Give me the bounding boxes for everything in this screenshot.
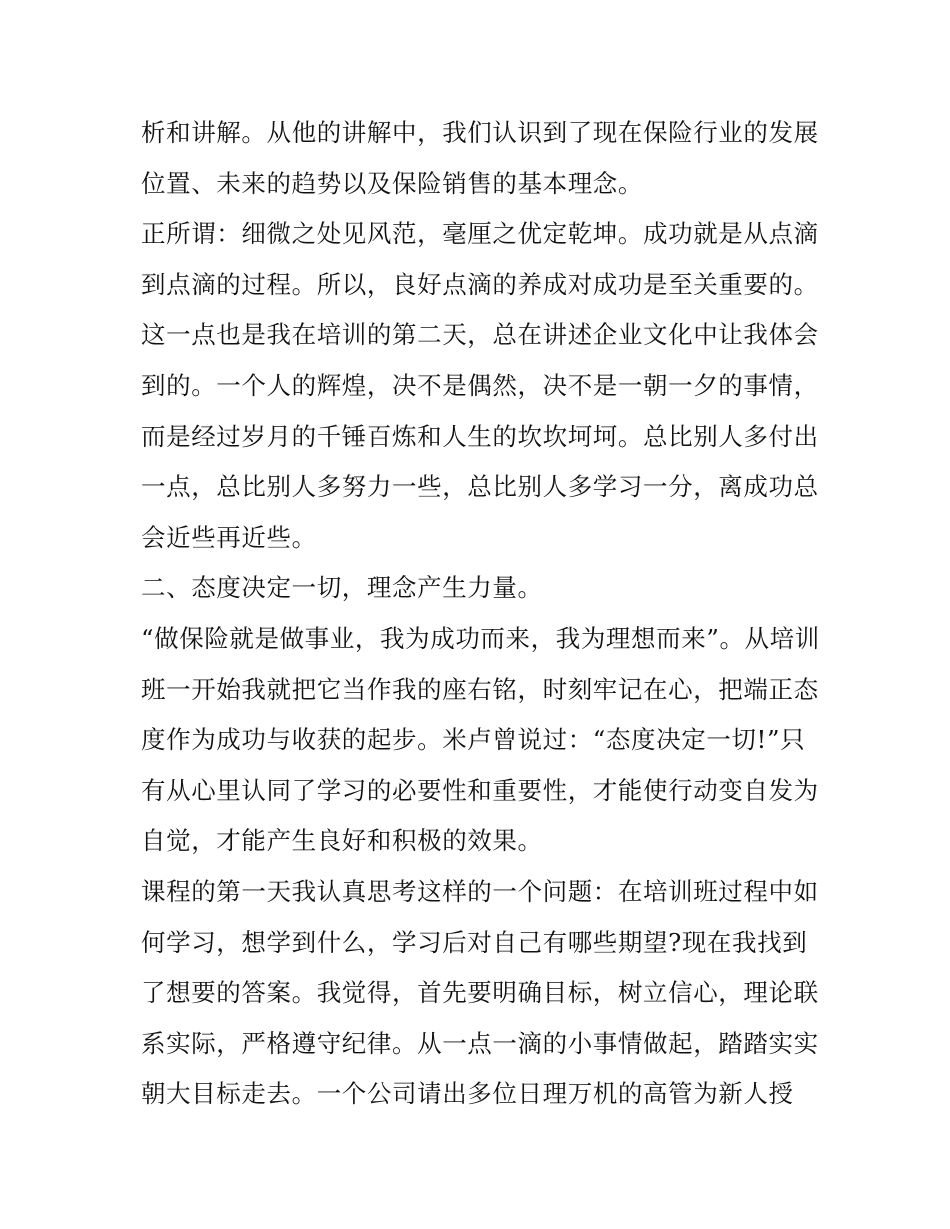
text-line: 了想要的答案。我觉得，首先要明确目标，树立信心，理论联 (141, 978, 819, 1008)
text-line: 这一点也是我在培训的第二天，总在讲述企业文化中让我体会 (141, 320, 819, 350)
text-line: 到点滴的过程。所以，良好点滴的养成对成功是至关重要的。 (141, 269, 819, 299)
text-line: 课程的第一天我认真思考这样的一个问题：在培训班过程中如 (141, 876, 819, 906)
text-line: 会近些再近些。 (141, 522, 317, 552)
text-line: 位置、未来的趋势以及保险销售的基本理念。 (141, 168, 643, 198)
text-line: 到的。一个人的辉煌，决不是偶然，决不是一朝一夕的事情， (141, 370, 819, 400)
text-line: 度作为成功与收获的起步。米卢曾说过：“态度决定一切!”只 (141, 725, 806, 755)
text-line: “做保险就是做事业，我为成功而来，我为理想而来”。从培训 (141, 623, 820, 653)
text-line: 正所谓：细微之处见风范，毫厘之优定乾坤。成功就是从点滴 (141, 219, 819, 249)
text-line: 何学习，想学到什么，学习后对自己有哪些期望?现在我找到 (141, 927, 808, 957)
text-line: 系实际，严格遵守纪律。从一点一滴的小事情做起，踏踏实实 (141, 1028, 819, 1058)
section-heading: 二、态度决定一切，理念产生力量。 (141, 573, 543, 603)
text-line: 析和讲解。从他的讲解中，我们认识到了现在保险行业的发展 (141, 118, 819, 147)
text-line: 班一开始我就把它当作我的座右铭，时刻牢记在心，把端正态 (141, 674, 819, 704)
text-line: 自觉，才能产生良好和积极的效果。 (141, 826, 543, 856)
body-text (141, 108, 821, 1120)
text-line: 一点，总比别人多努力一些，总比别人多学习一分，离成功总 (141, 472, 819, 502)
text-line: 有从心里认同了学习的必要性和重要性，才能使行动变自发为 (141, 775, 819, 805)
text-line: 朝大目标走去。一个公司请出多位日理万机的高管为新人授 (141, 1079, 794, 1109)
text-line: 而是经过岁月的千锤百炼和人生的坎坎坷坷。总比别人多付出 (141, 421, 819, 451)
